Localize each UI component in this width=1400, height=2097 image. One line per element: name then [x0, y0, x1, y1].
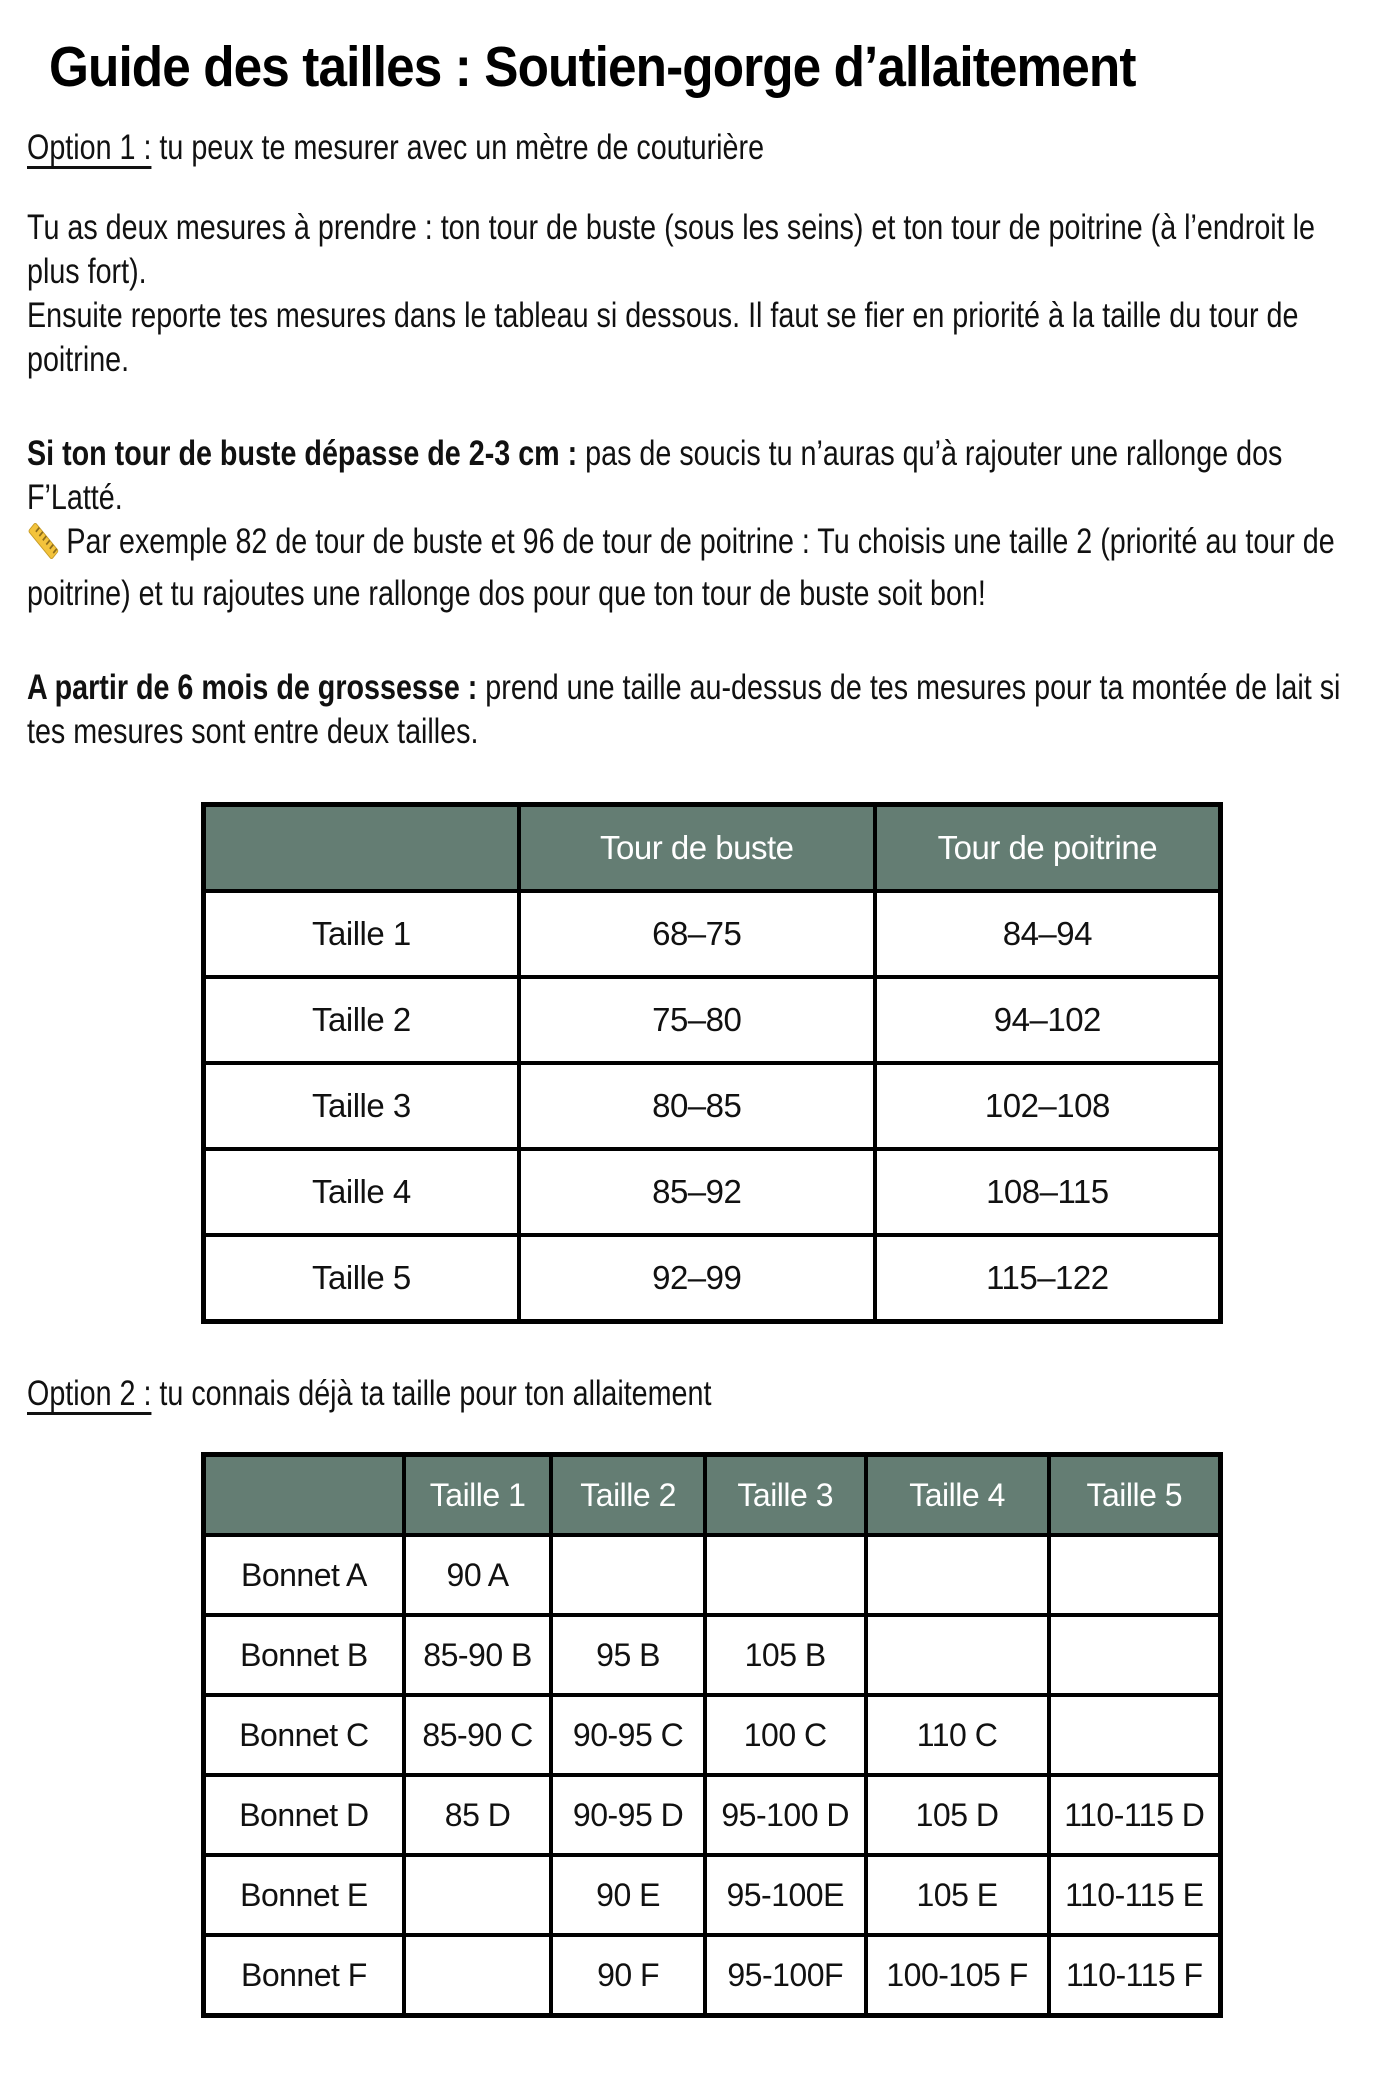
page-title: Guide des tailles : Soutien-gorge d’allaitement — [49, 35, 1136, 99]
ruler-icon — [27, 521, 60, 572]
column-header: Tour de poitrine — [875, 805, 1221, 892]
table-row — [204, 1063, 1221, 1149]
table-cell: 90-95 D — [551, 1775, 705, 1855]
table-cell: 110 C — [866, 1695, 1049, 1775]
column-header: Tour de buste — [519, 805, 875, 892]
table-cell: 95-100 D — [705, 1775, 866, 1855]
example-paragraph — [27, 520, 1372, 616]
table-cell: 95 B — [551, 1615, 705, 1695]
table-cell: 100 C — [705, 1695, 866, 1775]
table-cell: 90 A — [404, 1535, 551, 1615]
table-cell — [866, 1615, 1049, 1695]
example-text: Par exemple 82 de tour de buste et 96 de tour de poitrine : Tu choisis une taille 2 (priorité au tour de poitrine) et tu rajoutes une rallonge dos pour que ton tour de buste soit bon! — [27, 522, 1335, 613]
measure-paragraph-1: Tu as deux mesures à prendre : ton tour de buste (sous les seins) et ton tour de poitrine (à l’endroit le plus fort). — [27, 208, 1315, 291]
row-header: Taille 5 — [204, 1235, 519, 1322]
table-cell: 105 E — [866, 1855, 1049, 1935]
row-header: Bonnet B — [204, 1615, 404, 1695]
table-cell: 84–94 — [875, 891, 1221, 977]
table-cell: 92–99 — [519, 1235, 875, 1322]
table-row — [204, 1535, 1221, 1615]
table-cell — [1049, 1535, 1221, 1615]
table-cell: 90 E — [551, 1855, 705, 1935]
table-row — [204, 1149, 1221, 1235]
header-row — [204, 805, 1221, 892]
row-header: Taille 4 — [204, 1149, 519, 1235]
table-cell: 95-100F — [705, 1935, 866, 2016]
table-row — [204, 1775, 1221, 1855]
pregnancy-note-paragraph — [27, 666, 1372, 754]
table-row — [204, 1235, 1221, 1322]
option2-label: Option 2 : — [27, 1374, 152, 1413]
table-cell: 110-115 E — [1049, 1855, 1221, 1935]
table-cell — [705, 1535, 866, 1615]
table-cell: 110-115 F — [1049, 1935, 1221, 2016]
table-row — [204, 1615, 1221, 1695]
column-header: Taille 1 — [404, 1455, 551, 1536]
table-cell: 105 D — [866, 1775, 1049, 1855]
option2-text: tu connais déjà ta taille pour ton allaitement — [151, 1374, 712, 1413]
band-note-paragraph — [27, 432, 1372, 520]
row-header: Taille 2 — [204, 977, 519, 1063]
table-cell: 105 B — [705, 1615, 866, 1695]
table-row — [204, 891, 1221, 977]
option2-heading — [27, 1372, 1372, 1416]
table-cell: 90 F — [551, 1935, 705, 2016]
row-header: Bonnet F — [204, 1935, 404, 2016]
option1-heading — [27, 126, 1372, 170]
table-cell: 102–108 — [875, 1063, 1221, 1149]
table-cell: 85 D — [404, 1775, 551, 1855]
table-row — [204, 1855, 1221, 1935]
column-header: Taille 5 — [1049, 1455, 1221, 1536]
row-header: Bonnet C — [204, 1695, 404, 1775]
table-cell — [866, 1535, 1049, 1615]
table-cell — [404, 1855, 551, 1935]
row-header: Bonnet D — [204, 1775, 404, 1855]
table-cell — [1049, 1615, 1221, 1695]
measure-paragraph-2: Ensuite reporte tes mesures dans le tableau si dessous. Il faut se fier en priorité à la taille du tour de poitrine. — [27, 296, 1299, 379]
option1-label: Option 1 : — [27, 128, 152, 167]
table-row — [204, 1935, 1221, 2016]
table-cell: 94–102 — [875, 977, 1221, 1063]
table-cell: 115–122 — [875, 1235, 1221, 1322]
column-header — [204, 1455, 404, 1536]
band-note-bold: Si ton tour de buste dépasse de 2-3 cm : — [27, 434, 578, 473]
measurement-table — [201, 802, 1223, 1324]
row-header: Bonnet A — [204, 1535, 404, 1615]
band-note-rest: pas de soucis tu n’auras qu’à rajouter une rallonge dos F’Latté. — [27, 434, 1283, 517]
table-cell — [551, 1535, 705, 1615]
row-header: Bonnet E — [204, 1855, 404, 1935]
table-cell: 90-95 C — [551, 1695, 705, 1775]
table-row — [204, 977, 1221, 1063]
column-header: Taille 2 — [551, 1455, 705, 1536]
column-header: Taille 3 — [705, 1455, 866, 1536]
table-cell: 80–85 — [519, 1063, 875, 1149]
header-row — [204, 1455, 1221, 1536]
table-cell: 85-90 B — [404, 1615, 551, 1695]
table-cell: 85-90 C — [404, 1695, 551, 1775]
row-header: Taille 3 — [204, 1063, 519, 1149]
table-cell: 75–80 — [519, 977, 875, 1063]
pregnancy-note-bold: A partir de 6 mois de grossesse : — [27, 668, 478, 707]
table-cell — [404, 1935, 551, 2016]
column-header: Taille 4 — [866, 1455, 1049, 1536]
column-header — [204, 805, 519, 892]
table-row — [204, 1695, 1221, 1775]
table-cell — [1049, 1695, 1221, 1775]
table-cell: 108–115 — [875, 1149, 1221, 1235]
cup-size-table — [201, 1452, 1223, 2018]
row-header: Taille 1 — [204, 891, 519, 977]
table-cell: 68–75 — [519, 891, 875, 977]
option1-text: tu peux te mesurer avec un mètre de couturière — [151, 128, 765, 167]
table-cell: 100-105 F — [866, 1935, 1049, 2016]
table-cell: 95-100E — [705, 1855, 866, 1935]
pregnancy-note-rest: prend une taille au-dessus de tes mesures pour ta montée de lait si tes mesures sont entre deux tailles. — [27, 668, 1341, 751]
table-cell: 110-115 D — [1049, 1775, 1221, 1855]
table-cell: 85–92 — [519, 1149, 875, 1235]
